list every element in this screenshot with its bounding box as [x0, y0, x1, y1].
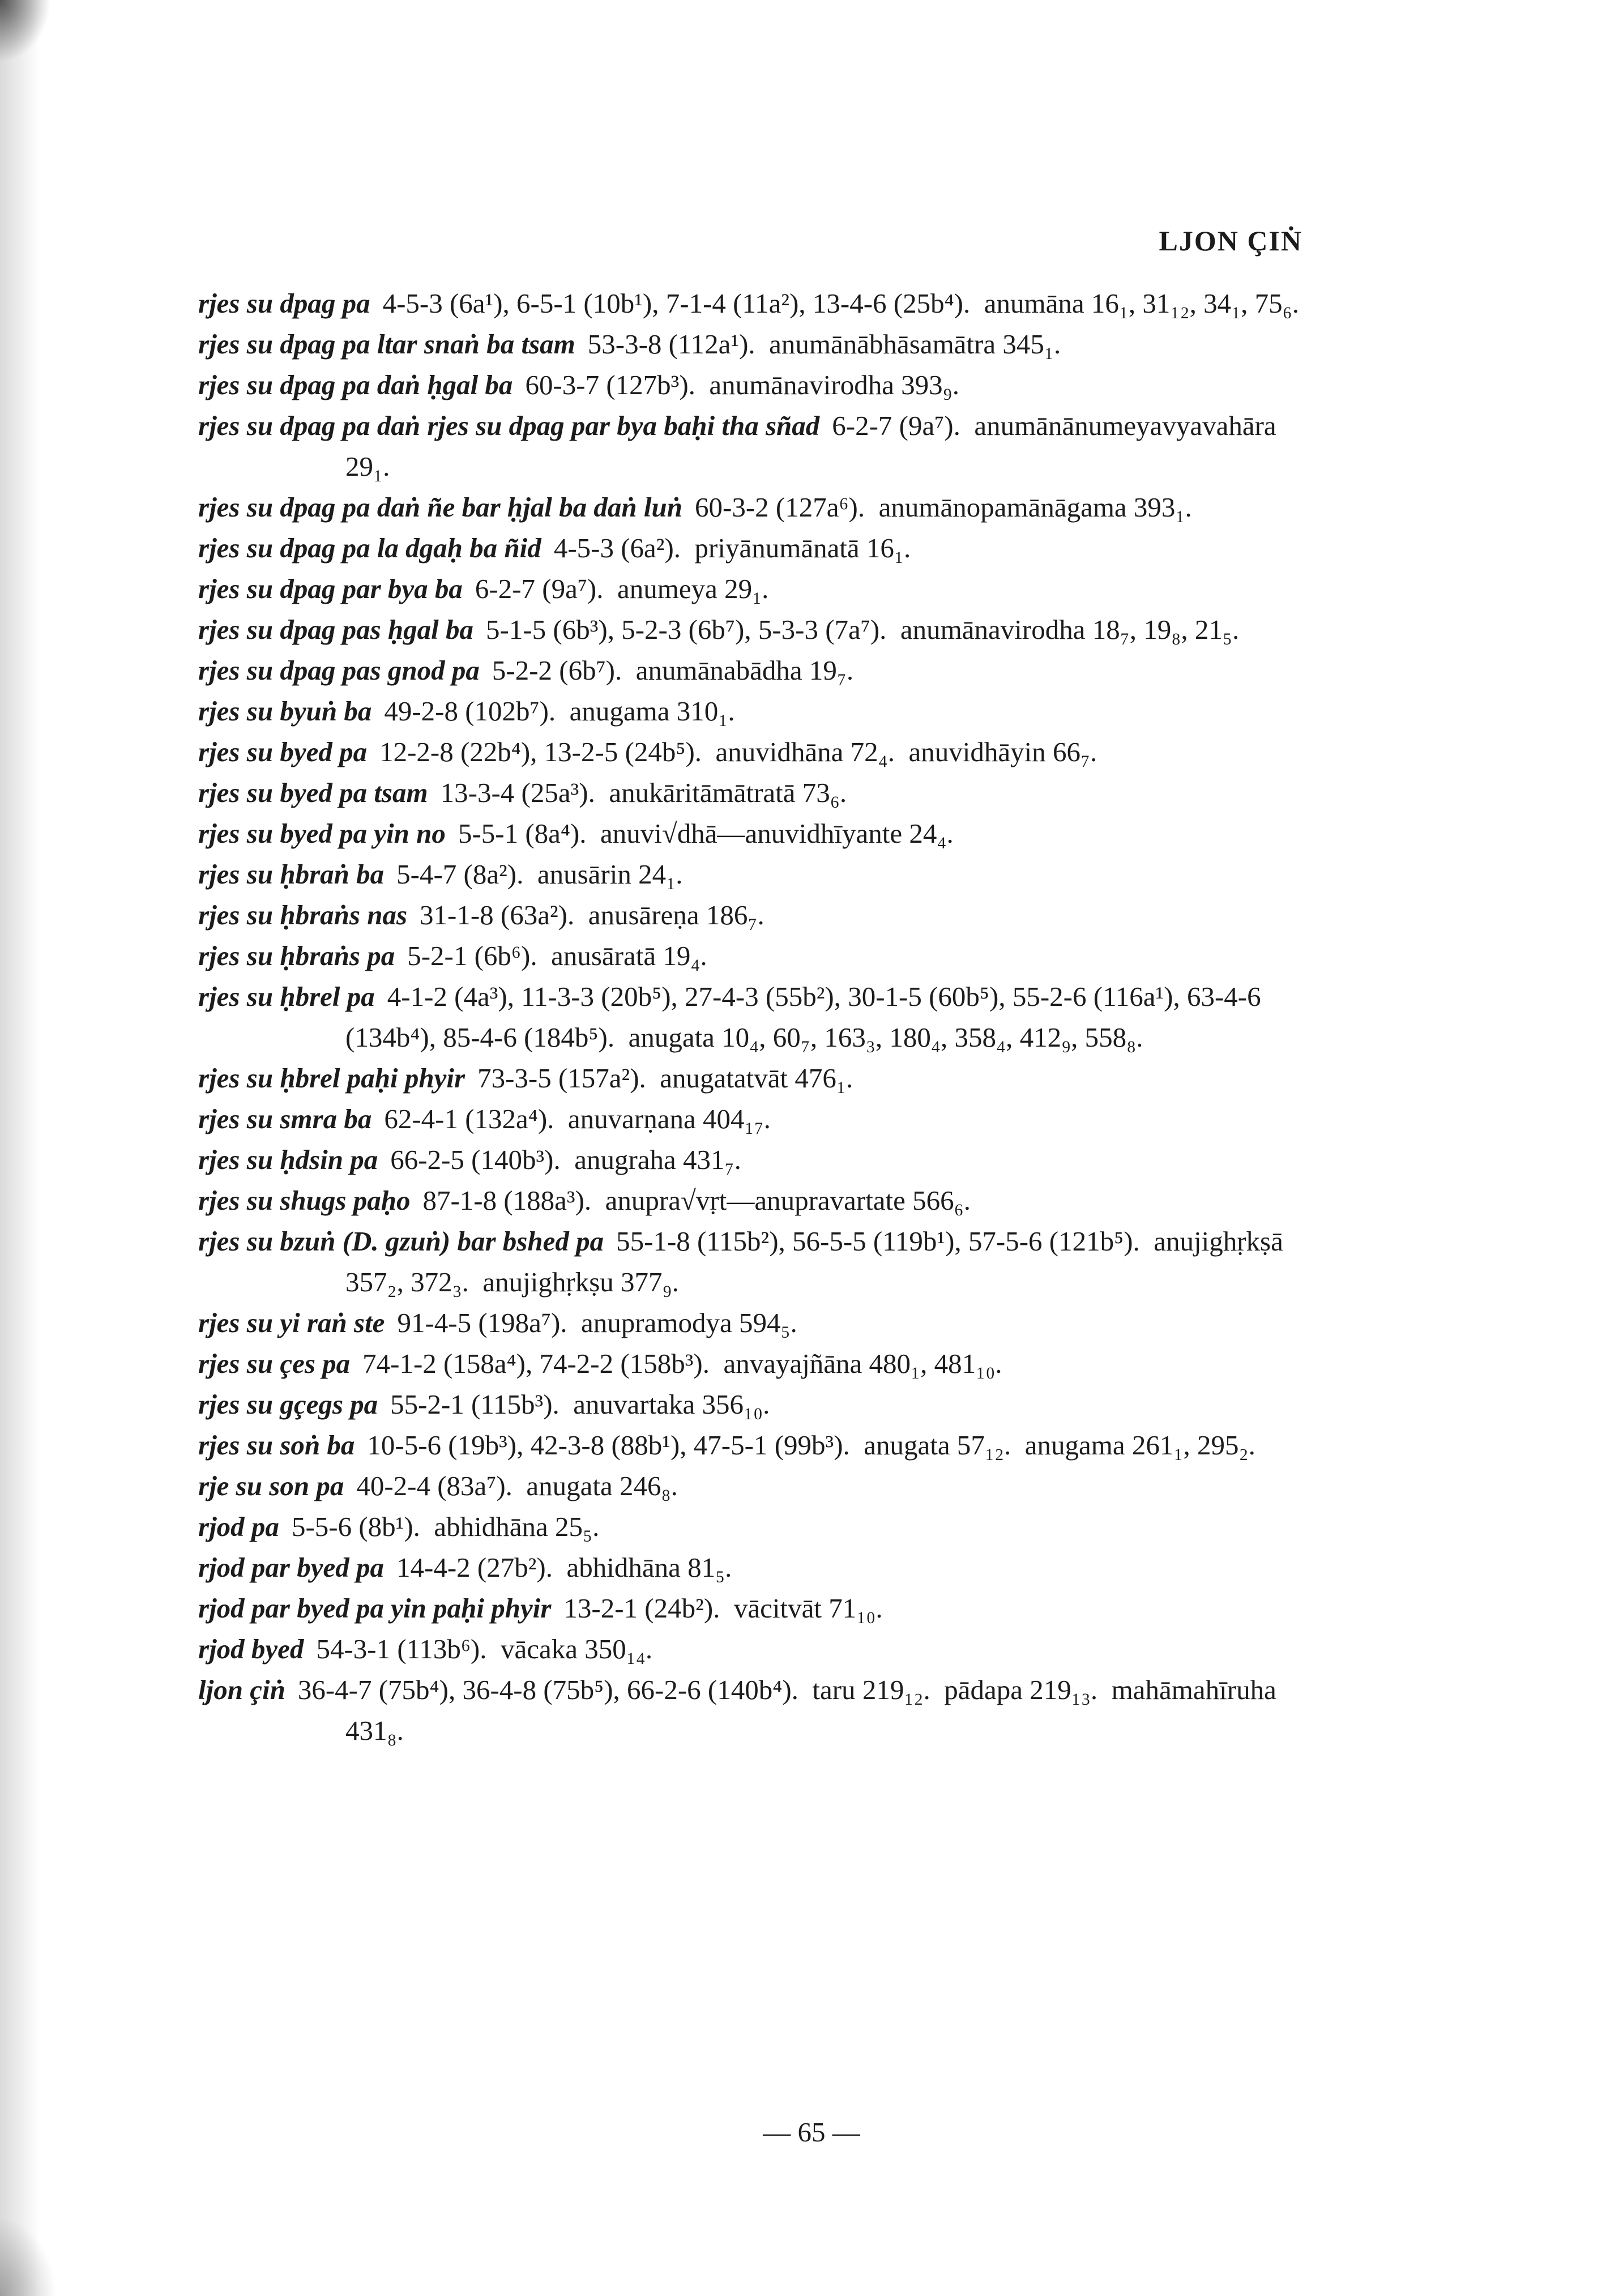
dictionary-entry: [198, 1058, 1308, 1099]
entry-term: rjes su byed pa tsam: [198, 777, 428, 808]
dictionary-entry: [198, 1140, 1308, 1180]
dictionary-entry: [198, 1507, 1308, 1547]
entry-term: rjes su soṅ ba: [198, 1429, 355, 1461]
entry-references: 73-3-5 (157a²). anugatatvāt 476₁.: [477, 1062, 853, 1094]
entry-references: 91-4-5 (198a⁷). anupramodya 594₅.: [397, 1307, 797, 1338]
dictionary-entry: [198, 1425, 1308, 1466]
running-head: LJON ÇIṄ: [1159, 225, 1302, 257]
entry-references: 6-2-7 (9a⁷). anumānānumeyavyavahāra 29₁.: [345, 410, 1283, 482]
dictionary-entry: [198, 1221, 1308, 1303]
entry-references: 87-1-8 (188a³). anupra√vṛt—anupravartate 566₆.: [422, 1185, 971, 1216]
dictionary-entry: [198, 283, 1308, 324]
dictionary-entry: [198, 773, 1308, 813]
entry-references: 13-3-4 (25a³). anukāritāmātratā 73₆.: [440, 777, 847, 808]
dictionary-entry: [198, 528, 1308, 569]
entry-references: 5-2-2 (6b⁷). anumānabādha 19₇.: [492, 655, 854, 686]
entry-references: 31-1-8 (63a²). anusāreṇa 186₇.: [420, 899, 764, 931]
entry-references: 53-3-8 (112a¹). anumānābhāsamātra 345₁.: [587, 328, 1061, 360]
entry-term: ljon çiṅ: [198, 1674, 285, 1705]
dictionary-entry: [198, 813, 1308, 854]
entry-references: 49-2-8 (102b⁷). anugama 310₁.: [384, 695, 735, 727]
page-number: — 65 —: [763, 2116, 860, 2148]
entry-term: rjes su dpag pas ḥgal ba: [198, 614, 474, 645]
entry-term: rjes su gçegs pa: [198, 1389, 378, 1420]
dictionary-entry: [198, 895, 1308, 936]
entry-references: 12-2-8 (22b⁴), 13-2-5 (24b⁵). anuvidhāna 72₄. anuvidhāyin 66₇.: [379, 736, 1097, 767]
dictionary-entry: [198, 569, 1308, 609]
entry-term: rjes su dpag pa daṅ ḥgal ba: [198, 369, 513, 400]
dictionary-entry: [198, 1547, 1308, 1588]
entry-term: rjes su ḥbrel paḥi phyir: [198, 1062, 465, 1094]
entry-references: 14-4-2 (27b²). abhidhāna 81₅.: [396, 1552, 732, 1583]
entry-references: 60-3-7 (127b³). anumānavirodha 393₉.: [525, 369, 960, 400]
entry-term: rjod par byed pa yin paḥi phyir: [198, 1593, 552, 1624]
dictionary-entry: [198, 732, 1308, 773]
entry-references: 10-5-6 (19b³), 42-3-8 (88b¹), 47-5-1 (99b³). anugata 57₁₂. anugama 261₁, 295₂.: [367, 1429, 1255, 1461]
dictionary-entry: [198, 854, 1308, 895]
entry-term: rjes su byuṅ ba: [198, 695, 372, 727]
entry-term: rjes su dpag pa la dgaḥ ba ñid: [198, 532, 541, 564]
dictionary-entry: [198, 936, 1308, 976]
dictionary-entry: [198, 406, 1308, 487]
entry-term: rjes su dpag pa daṅ ñe bar ḥjal ba daṅ luṅ: [198, 492, 682, 523]
entry-references: 74-1-2 (158a⁴), 74-2-2 (158b³). anvayajñāna 480₁, 481₁₀.: [362, 1348, 1002, 1379]
entry-term: rjes su ḥbraṅ ba: [198, 859, 385, 890]
dictionary-entry: [198, 1384, 1308, 1425]
entry-references: 5-1-5 (6b³), 5-2-3 (6b⁷), 5-3-3 (7a⁷). anumānavirodha 18₇, 19₈, 21₅.: [486, 614, 1240, 645]
scan-corner-mark-bottom: [0, 2217, 57, 2296]
dictionary-entry: [198, 691, 1308, 732]
entry-references: 4-5-3 (6a²). priyānumānatā 16₁.: [553, 532, 911, 564]
entry-references: 13-2-1 (24b²). vācitvāt 71₁₀.: [563, 1593, 883, 1624]
entry-references: 55-1-8 (115b²), 56-5-5 (119b¹), 57-5-6 (121b⁵). anujighṛkṣā 357₂, 372₃. anujighṛkṣu 377₉.: [345, 1226, 1291, 1298]
entry-term: rjes su dpag pa ltar snaṅ ba tsam: [198, 328, 575, 360]
entry-term: rjes su dpag pa: [198, 288, 370, 319]
entry-list: [198, 283, 1308, 1751]
entry-term: rjes su ḥbrel pa: [198, 981, 375, 1012]
entry-references: 60-3-2 (127a⁶). anumānopamānāgama 393₁.: [695, 492, 1192, 523]
entry-term: rjes su smra ba: [198, 1103, 372, 1134]
entry-term: rjes su ḥbraṅs nas: [198, 899, 408, 931]
entry-term: rjod byed: [198, 1633, 304, 1665]
entry-term: rjes su byed pa yin no: [198, 818, 446, 849]
entry-references: 55-2-1 (115b³). anuvartaka 356₁₀.: [390, 1389, 770, 1420]
dictionary-entry: [198, 1180, 1308, 1221]
entry-term: rjes su yi raṅ ste: [198, 1307, 385, 1338]
entry-references: 36-4-7 (75b⁴), 36-4-8 (75b⁵), 66-2-6 (140b⁴). taru 219₁₂. pādapa 219₁₃. mahāmahīruha 431₈.: [297, 1674, 1284, 1746]
scan-edge-shadow: [0, 0, 40, 2296]
entry-references: 5-4-7 (8a²). anusārin 24₁.: [396, 859, 683, 890]
entry-term: rje su son pa: [198, 1470, 344, 1501]
dictionary-entry: [198, 324, 1308, 365]
entry-term: rjes su bzuṅ (D. gzuṅ) bar bshed pa: [198, 1226, 604, 1257]
dictionary-entry: [198, 650, 1308, 691]
entry-term: rjes su byed pa: [198, 736, 368, 767]
entry-references: 5-5-1 (8a⁴). anuvi√dhā—anuvidhīyante 24₄.: [458, 818, 954, 849]
dictionary-entry: [198, 1670, 1308, 1751]
entry-references: 6-2-7 (9a⁷). anumeya 29₁.: [475, 573, 769, 604]
entry-references: 5-2-1 (6b⁶). anusāratā 19₄.: [407, 940, 707, 971]
entry-references: 54-3-1 (113b⁶). vācaka 350₁₄.: [316, 1633, 653, 1665]
entry-term: rjes su dpag pa daṅ rjes su dpag par bya baḥi tha sñad: [198, 410, 820, 441]
entry-references: 40-2-4 (83a⁷). anugata 246₈.: [356, 1470, 678, 1501]
dictionary-entry: [198, 487, 1308, 528]
entry-term: rjod par byed pa: [198, 1552, 384, 1583]
dictionary-entry: [198, 365, 1308, 406]
entry-term: rjes su çes pa: [198, 1348, 351, 1379]
entry-references: 62-4-1 (132a⁴). anuvarṇana 404₁₇.: [384, 1103, 771, 1134]
dictionary-entry: [198, 609, 1308, 650]
entry-term: rjes su ḥbraṅs pa: [198, 940, 395, 971]
dictionary-entry: [198, 1343, 1308, 1384]
dictionary-entry: [198, 1099, 1308, 1140]
entry-references: 4-5-3 (6a¹), 6-5-1 (10b¹), 7-1-4 (11a²), 13-4-6 (25b⁴). anumāna 16₁, 31₁₂, 34₁, 75₆.: [382, 288, 1300, 319]
dictionary-entry: [198, 1629, 1308, 1670]
entry-references: 66-2-5 (140b³). anugraha 431₇.: [390, 1144, 741, 1175]
entry-term: rjod pa: [198, 1511, 279, 1542]
dictionary-entry: [198, 976, 1308, 1058]
entry-term: rjes su dpag pas gnod pa: [198, 655, 480, 686]
entry-term: rjes su ḥdsin pa: [198, 1144, 378, 1175]
dictionary-entry: [198, 1588, 1308, 1629]
scan-corner-mark: [0, 0, 51, 62]
entry-references: 4-1-2 (4a³), 11-3-3 (20b⁵), 27-4-3 (55b²), 30-1-5 (60b⁵), 55-2-6 (116a¹), 63-4-6 (134b⁴), 85-4-6 (184b⁵). anugata 10₄, 60₇, 163₃, 180₄, 358₄, 412₉, 558₈.: [345, 981, 1268, 1053]
dictionary-entry: [198, 1466, 1308, 1507]
dictionary-entry: [198, 1303, 1308, 1343]
entry-references: 5-5-6 (8b¹). abhidhāna 25₅.: [291, 1511, 600, 1542]
entry-term: rjes su dpag par bya ba: [198, 573, 463, 604]
entry-term: rjes su shugs paḥo: [198, 1185, 411, 1216]
